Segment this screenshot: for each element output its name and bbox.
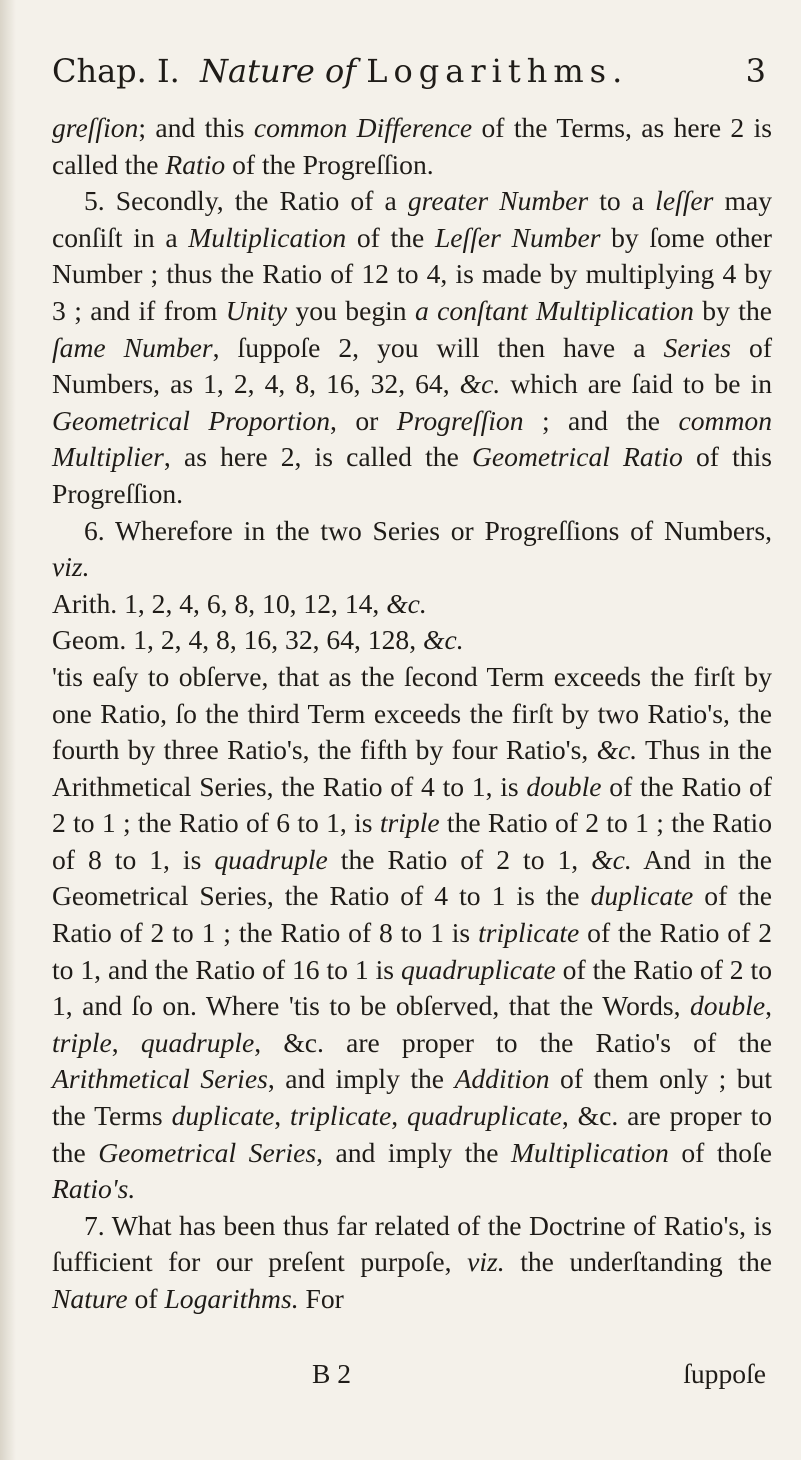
italic-run: Geometrical Series	[98, 1136, 317, 1168]
text-run: ; and this	[138, 112, 254, 143]
paragraph-5	[52, 183, 772, 512]
title-caps: Logarithms.	[366, 52, 629, 90]
text-run: may conſiſt in a	[52, 185, 773, 253]
italic-run: triple	[379, 807, 440, 839]
text-run: of thoſe	[668, 1136, 773, 1168]
italic-run: duplicate	[590, 880, 694, 912]
text-run: by the	[693, 294, 772, 326]
italic-run: Series	[663, 331, 731, 363]
italic-run: Leſſer Number	[434, 221, 601, 253]
italic-run: quadruplicate	[407, 1100, 562, 1132]
italic-run: triple	[52, 1026, 112, 1058]
text-run: , and imply the	[267, 1063, 455, 1095]
text-run: 5. Secondly, the Ratio of a	[84, 185, 408, 217]
text-run: , and imply the	[316, 1136, 511, 1168]
italic-run: Ratio's.	[52, 1173, 136, 1205]
text-run: For	[298, 1283, 344, 1314]
italic-run: &c.	[591, 843, 632, 875]
italic-run: viz.	[52, 551, 90, 583]
italic-run: triplicate	[478, 917, 580, 949]
series-arith-row	[52, 586, 772, 623]
italic-run: Multiplication	[510, 1136, 669, 1168]
text-run: to a	[588, 185, 656, 217]
signature-mark: B 2	[312, 1358, 352, 1389]
text-run: the underſtanding the	[504, 1246, 772, 1278]
text-run: , or	[330, 404, 397, 436]
italic-run: viz.	[467, 1246, 505, 1278]
text-run: Thus in the Arithmetical Series, the Ratio of 4 to 1, is	[52, 734, 772, 802]
text-run: of this Progreſſion.	[52, 441, 772, 509]
italic-run: triplicate	[290, 1100, 392, 1132]
italic-run: Nature	[52, 1283, 128, 1314]
text-run: , ſuppoſe 2, you will then have a	[212, 331, 664, 363]
text-run: by ſome other Number ; thus the Ratio of 12 to 4, is made by multiplying 4 by 3 ; and if from	[52, 221, 772, 326]
text-run: of	[127, 1283, 165, 1314]
italic-run: Unity	[225, 294, 288, 326]
italic-run: Progreſſion	[396, 404, 524, 436]
italic-run: Geometrical Ratio	[471, 441, 683, 473]
text-run: the Ratio of 2 to 1,	[327, 843, 592, 875]
text-run: of the Progreſſion.	[225, 148, 434, 180]
text-run: of the Ratio of 2 to 1, and ſo on. Where 'tis to be obſerved, that the Words,	[52, 953, 772, 1022]
italic-run: common Difference	[253, 112, 473, 143]
text-run: of the Ratio of 2 to 1 ; the Ratio of 8 to 1 is	[52, 880, 772, 949]
italic-run: quadruple	[140, 1026, 255, 1058]
text-run: , as here 2, is called the	[163, 441, 472, 473]
chapter-label: Chap. I.	[52, 52, 180, 90]
paragraph-7	[52, 1208, 772, 1318]
series-geom-row	[52, 622, 772, 659]
italic-run: leſſer	[655, 185, 714, 217]
text-run: ,	[274, 1100, 291, 1132]
text-run: of the Ratio of 2 to 1 ; the Ratio of 6 to 1, is	[52, 770, 772, 839]
italic-run: Multiplication	[188, 221, 347, 253]
text-run: And in the Geometrical Series, the Ratio of 4 to 1 is the	[52, 843, 772, 912]
italic-run: Logarithms.	[164, 1283, 299, 1314]
italic-run: Addition	[454, 1063, 550, 1095]
text-run: of the Ratio of 2 to 1, and the Ratio of 16 to 1 is	[52, 917, 772, 985]
catchword: ſuppoſe	[683, 1358, 766, 1389]
series-etc: &c.	[386, 587, 427, 619]
series-values: 1, 2, 4, 8, 16, 32, 64, 128,	[133, 624, 417, 656]
italic-run: greater Number	[407, 185, 589, 217]
italic-run: quadruple	[214, 843, 328, 875]
paragraph-6	[52, 513, 772, 586]
text-run: of them only ; but the Terms	[52, 1063, 772, 1132]
italic-run: &c.	[459, 368, 501, 400]
text-run: ,	[391, 1100, 408, 1132]
running-title	[200, 52, 628, 90]
text-run: ,	[111, 1026, 141, 1058]
text-run: of the	[346, 221, 435, 253]
italic-run: Arithmetical Series	[52, 1063, 268, 1095]
text-run: which are ſaid to be in	[500, 368, 772, 400]
text-run: 'tis eaſy to obſerve, that as the ſecond Term exceeds the firſt by one Ratio, ſo the third Term exceeds the firſt by two Ratio's, the fourth by three Ratio's, the fifth by four Ratio's,	[52, 660, 772, 766]
text-run: of the Terms, as here 2 is called the	[52, 112, 772, 180]
italic-run: duplicate	[171, 1100, 275, 1132]
text-run: you begin	[287, 294, 415, 326]
text-run: 6. Wherefore in the two Series or Progreſſions of Numbers,	[84, 514, 772, 546]
italic-run: a conſtant Multiplication	[414, 294, 694, 326]
paragraph-cont	[52, 110, 772, 183]
text-run: , &c. are proper to the	[52, 1100, 773, 1168]
text-run: 7. What has been thus far related of the Doctrine of Ratio's, is ſufficient for our preſent purpoſe,	[52, 1209, 772, 1278]
italic-run: Geometrical Proportion	[52, 404, 330, 436]
italic-run: ſame Number	[52, 331, 213, 363]
body-text	[52, 110, 772, 1318]
page-number: 3	[745, 52, 766, 90]
text-run: the Ratio of 2 to 1 ; the Ratio of 8 to 1, is	[52, 807, 772, 875]
text-run: , &c. are proper to the Ratio's of the	[254, 1026, 772, 1058]
italic-run: greſſion	[52, 112, 139, 143]
italic-run: quadruplicate	[400, 953, 556, 985]
italic-run: &c.	[596, 734, 638, 766]
text-run: of Numbers, as 1, 2, 4, 8, 16, 32, 64,	[52, 331, 773, 400]
paragraph-6-cont	[52, 659, 772, 1208]
italic-run: common Multiplier	[52, 404, 772, 473]
series-label: Geom.	[52, 624, 127, 656]
series-values: 1, 2, 4, 6, 8, 10, 12, 14,	[124, 587, 380, 619]
italic-run: double	[689, 990, 766, 1022]
running-header	[52, 52, 772, 94]
text-run: ; and the	[523, 404, 679, 436]
page-footer	[52, 1358, 772, 1396]
italic-run: double	[526, 770, 602, 802]
text-run: ,	[765, 990, 772, 1022]
series-etc: &c.	[423, 624, 464, 656]
italic-run: Ratio	[165, 148, 226, 180]
series-label: Arith.	[52, 587, 118, 619]
page-gutter-shadow	[0, 0, 16, 1460]
title-italic: Nature of	[200, 52, 357, 90]
